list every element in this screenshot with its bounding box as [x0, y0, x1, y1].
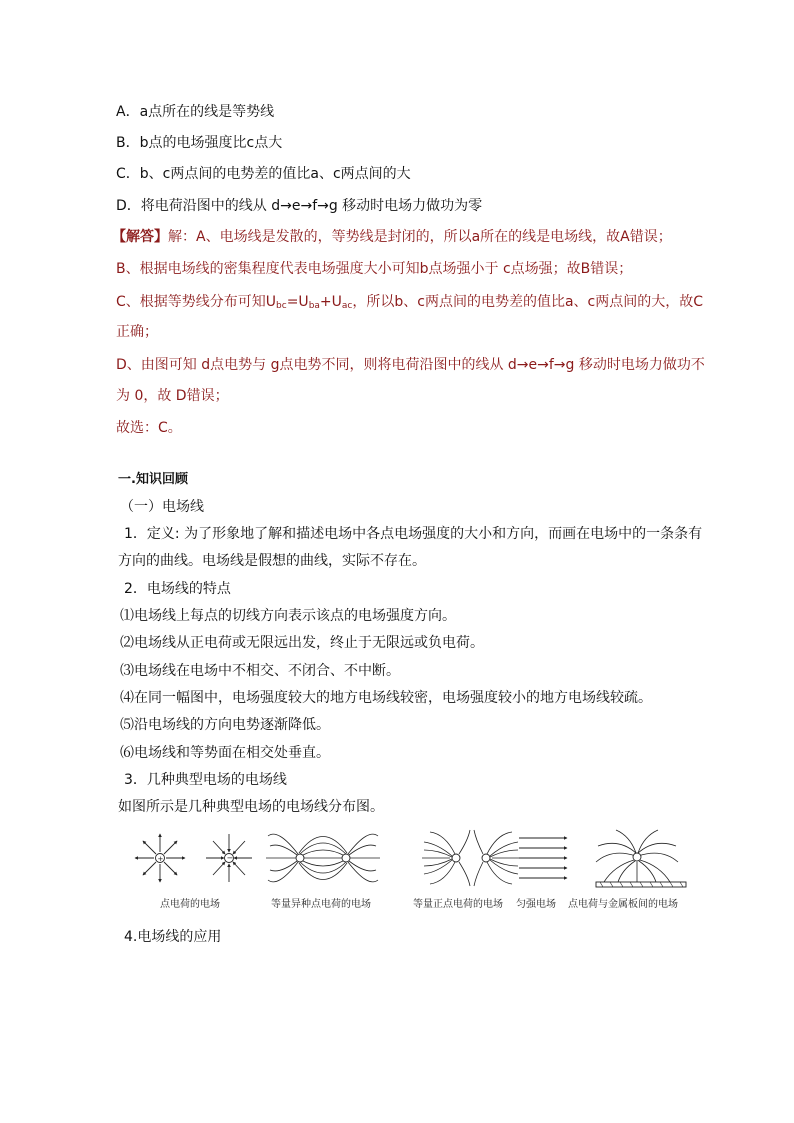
review-sub-heading: （一）电场线: [120, 499, 204, 515]
feature-item-2: ⑵电场线从正电荷或无限远出发，终止于无限远或负电荷。: [120, 635, 484, 651]
typical-title: 3．几种典型电场的电场线: [124, 772, 287, 788]
answer-c-post: ，所以b、c两点间的电势差的值比a、c两点间的大，故C: [352, 294, 704, 310]
option-d: D．将电荷沿图中的线从 d→e→f→g 移动时电场力做功为零: [116, 198, 483, 214]
uniform-field: [519, 838, 567, 878]
answer-line-c: [116, 292, 703, 312]
like-charges-field: [422, 830, 520, 886]
answer-line-a: [112, 227, 672, 247]
answer-c-pre: C、根据等势线分布可知U: [116, 294, 277, 310]
option-b: B．b点的电场强度比c点大: [116, 135, 283, 151]
answer-line-d: D、由图可知 d点电势与 g点电势不同，则将电荷沿图中的线从 d→e→f→g 移动时电场力做功不: [116, 357, 705, 373]
caption-charge-plate: 点电荷与金属板间的电场: [568, 899, 678, 910]
feature-item-1: ⑴电场线上每点的切线方向表示该点的电场强度方向。: [120, 608, 456, 624]
review-heading: 一.知识回顾: [118, 472, 188, 487]
caption-uniform: 匀强电场: [516, 899, 556, 910]
definition-line-1: 1．定义: 为了形象地了解和描述电场中各点电场强度的大小和方向，而画在电场中的一条条有: [124, 526, 703, 542]
svg-text:+: +: [157, 855, 164, 863]
option-c: C．b、c两点间的电势差的值比a、c两点间的大: [116, 166, 411, 182]
answer-tag: 【解答】: [112, 229, 168, 245]
svg-text:−: −: [226, 853, 234, 863]
charge-plate-field: [596, 830, 686, 887]
answer-c-eq: =U: [286, 294, 309, 310]
caption-point-charge: 点电荷的电场: [160, 899, 220, 910]
feature-item-6: ⑹电场线和等势面在相交处垂直。: [120, 745, 330, 761]
point-charge-negative: [206, 834, 252, 882]
dipole-field: [266, 834, 380, 882]
answer-c-plus: +U: [319, 294, 342, 310]
typical-description: 如图所示是几种典型电场的电场线分布图。: [118, 799, 384, 815]
application-title: 4.电场线的应用: [124, 929, 222, 945]
feature-item-5: ⑸沿电场线的方向电势逐渐降低。: [120, 717, 330, 733]
answer-c-sub2: ba: [308, 301, 320, 311]
answer-c-sub3: ac: [341, 301, 353, 311]
feature-item-4: ⑷在同一幅图中，电场强度较大的地方电场线较密，电场强度较小的地方电场线较疏。: [120, 690, 652, 706]
answer-c-sub1: bc: [276, 301, 287, 311]
caption-like-charges: 等量正点电荷的电场: [413, 899, 503, 910]
point-charge-positive: [135, 834, 185, 882]
answer-line-d-cont: 为 0，故 D错误；: [116, 388, 229, 404]
answer-line-c-cont: 正确；: [116, 324, 158, 340]
option-a: A．a点所在的线是等势线: [116, 104, 275, 120]
definition-line-2: 方向的曲线。电场线是假想的曲线，实际不存在。: [118, 553, 426, 569]
answer-a-text: 解：A、电场线是发散的，等势线是封闭的，所以a所在的线是电场线，故A错误；: [168, 229, 672, 245]
feature-title: 2．电场线的特点: [124, 581, 231, 597]
answer-choice: 故选：C。: [116, 420, 182, 436]
feature-item-3: ⑶电场线在电场中不相交、不闭合、不中断。: [120, 663, 400, 679]
answer-line-b: B、根据电场线的密集程度代表电场强度大小可知b点场强小于 c点场强；故B错误；: [116, 261, 633, 277]
field-lines-figure: [0, 826, 794, 906]
caption-dipole: 等量异种点电荷的电场: [271, 899, 371, 910]
